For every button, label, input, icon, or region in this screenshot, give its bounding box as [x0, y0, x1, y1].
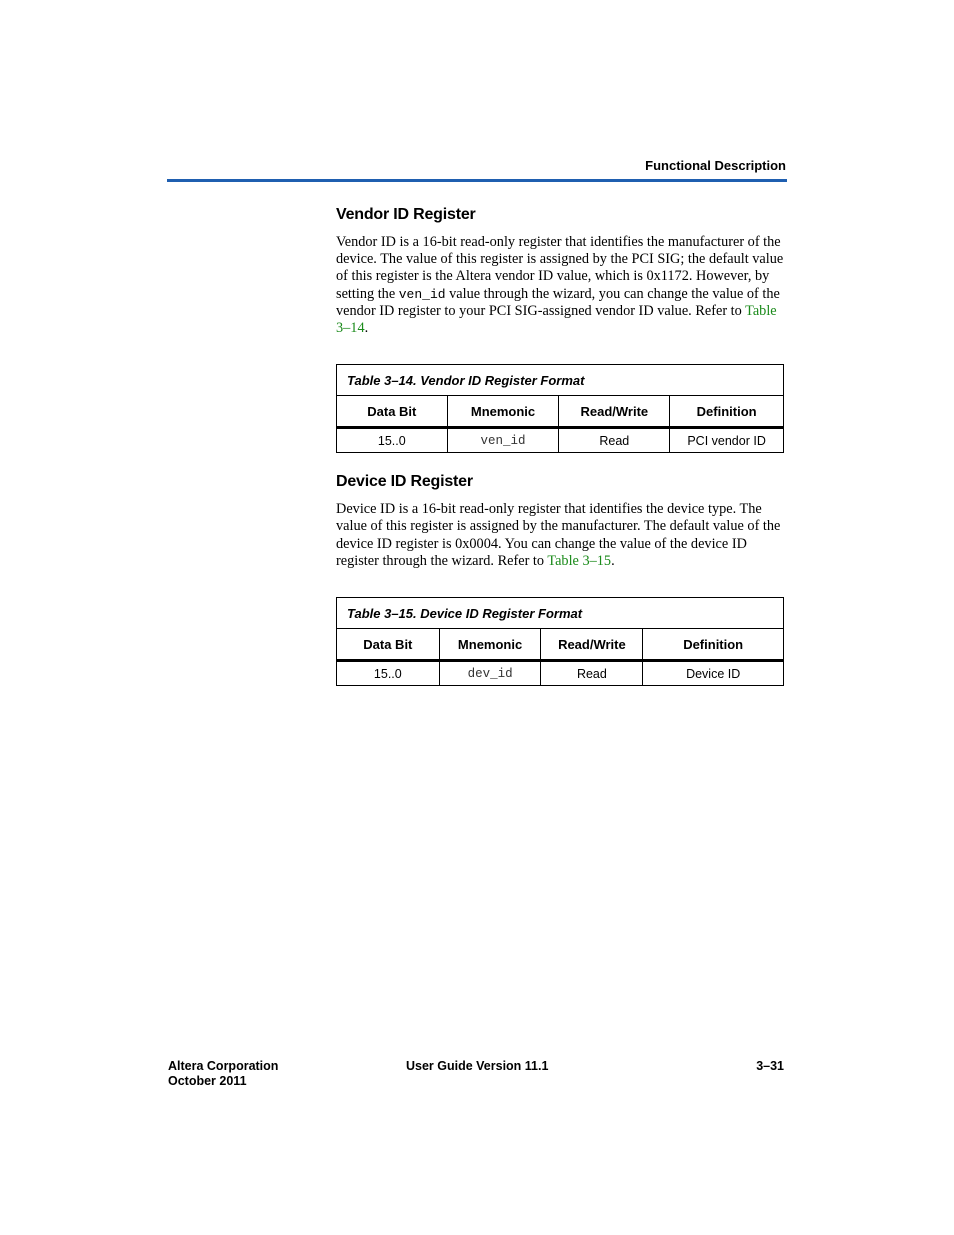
cell-data-bit: 15..0: [337, 661, 440, 686]
column-header: Definition: [643, 629, 784, 661]
column-header: Mnemonic: [447, 396, 559, 428]
cell-read-write: Read: [559, 428, 670, 453]
page-content: [336, 206, 784, 706]
cell-mnemonic: ven_id: [447, 428, 559, 453]
footer-company: Altera Corporation: [168, 1059, 279, 1073]
cell-mnemonic: dev_id: [439, 661, 541, 686]
page-number: 3–31: [756, 1059, 784, 1073]
table-caption: Table 3–14. Vendor ID Register Format: [337, 365, 784, 396]
table-device-id-format: [336, 597, 784, 686]
cell-definition: PCI vendor ID: [670, 428, 784, 453]
table-caption: Table 3–15. Device ID Register Format: [337, 598, 784, 629]
paragraph-text: value through the wizard, you can change the value of the vendor ID register to your PCI SIG-assigned vendor ID value. Refer to: [336, 285, 780, 319]
table-vendor-id-format: [336, 364, 784, 453]
link-table-3-15[interactable]: Table 3–15: [547, 552, 612, 569]
footer-left: [168, 1059, 278, 1089]
footer-version: User Guide Version 11.1: [406, 1059, 549, 1073]
code-ven-id: ven_id: [398, 286, 446, 302]
cell-definition: Device ID: [643, 661, 784, 686]
cell-read-write: Read: [541, 661, 643, 686]
paragraph-text: Vendor ID is a 16-bit read-only register that identifies the manufacturer of the device. The value of this register is assigned by the PCI SIG; the default value of this register is the Altera vendor ID value, which is 0x1172. However, by setting the: [336, 234, 784, 302]
column-header: Data Bit: [337, 396, 448, 428]
paragraph-text: Device ID is a 16-bit read-only register that identifies the device type. The value of this register is assigned by the manufacturer. The default value of the device ID register is 0x0004. You can change the value of the device ID register through the wizard. Refer to: [336, 501, 781, 569]
paragraph-device-id: Device ID is a 16-bit read-only register that identifies the device type. The value of this register is assigned by the manufacturer. The default value of the device ID register is 0x0004. You can change the value of the device ID register through the wizard. Refer to Table 3–15.: [336, 501, 781, 569]
header-rule: [167, 179, 787, 182]
section-heading-vendor-id: Vendor ID Register: [336, 206, 476, 223]
section-heading-device-id: Device ID Register: [336, 473, 473, 491]
table-row: [337, 661, 784, 686]
column-header: Read/Write: [559, 396, 670, 428]
cell-data-bit: 15..0: [337, 428, 448, 453]
column-header: Mnemonic: [439, 629, 541, 661]
footer-date: October 2011: [168, 1074, 247, 1088]
paragraph-vendor-id: Vendor ID is a 16-bit read-only register that identifies the manufacturer of the device. The value of this register is assigned by the PCI SIG; the default value of this register is the Altera vendor ID value, which is 0x1172. However, by setting the ven_id value through the wizard, you can change the value of the vendor ID register to your PCI SIG-assigned vendor ID value. Refer to Table 3–14.: [336, 234, 784, 337]
link-table-3-14[interactable]: Table 3–14: [336, 302, 777, 337]
column-header: Read/Write: [541, 629, 643, 661]
running-header: Functional Description: [645, 158, 786, 173]
column-header: Definition: [670, 396, 784, 428]
table-row: [337, 428, 784, 453]
column-header: Data Bit: [337, 629, 440, 661]
